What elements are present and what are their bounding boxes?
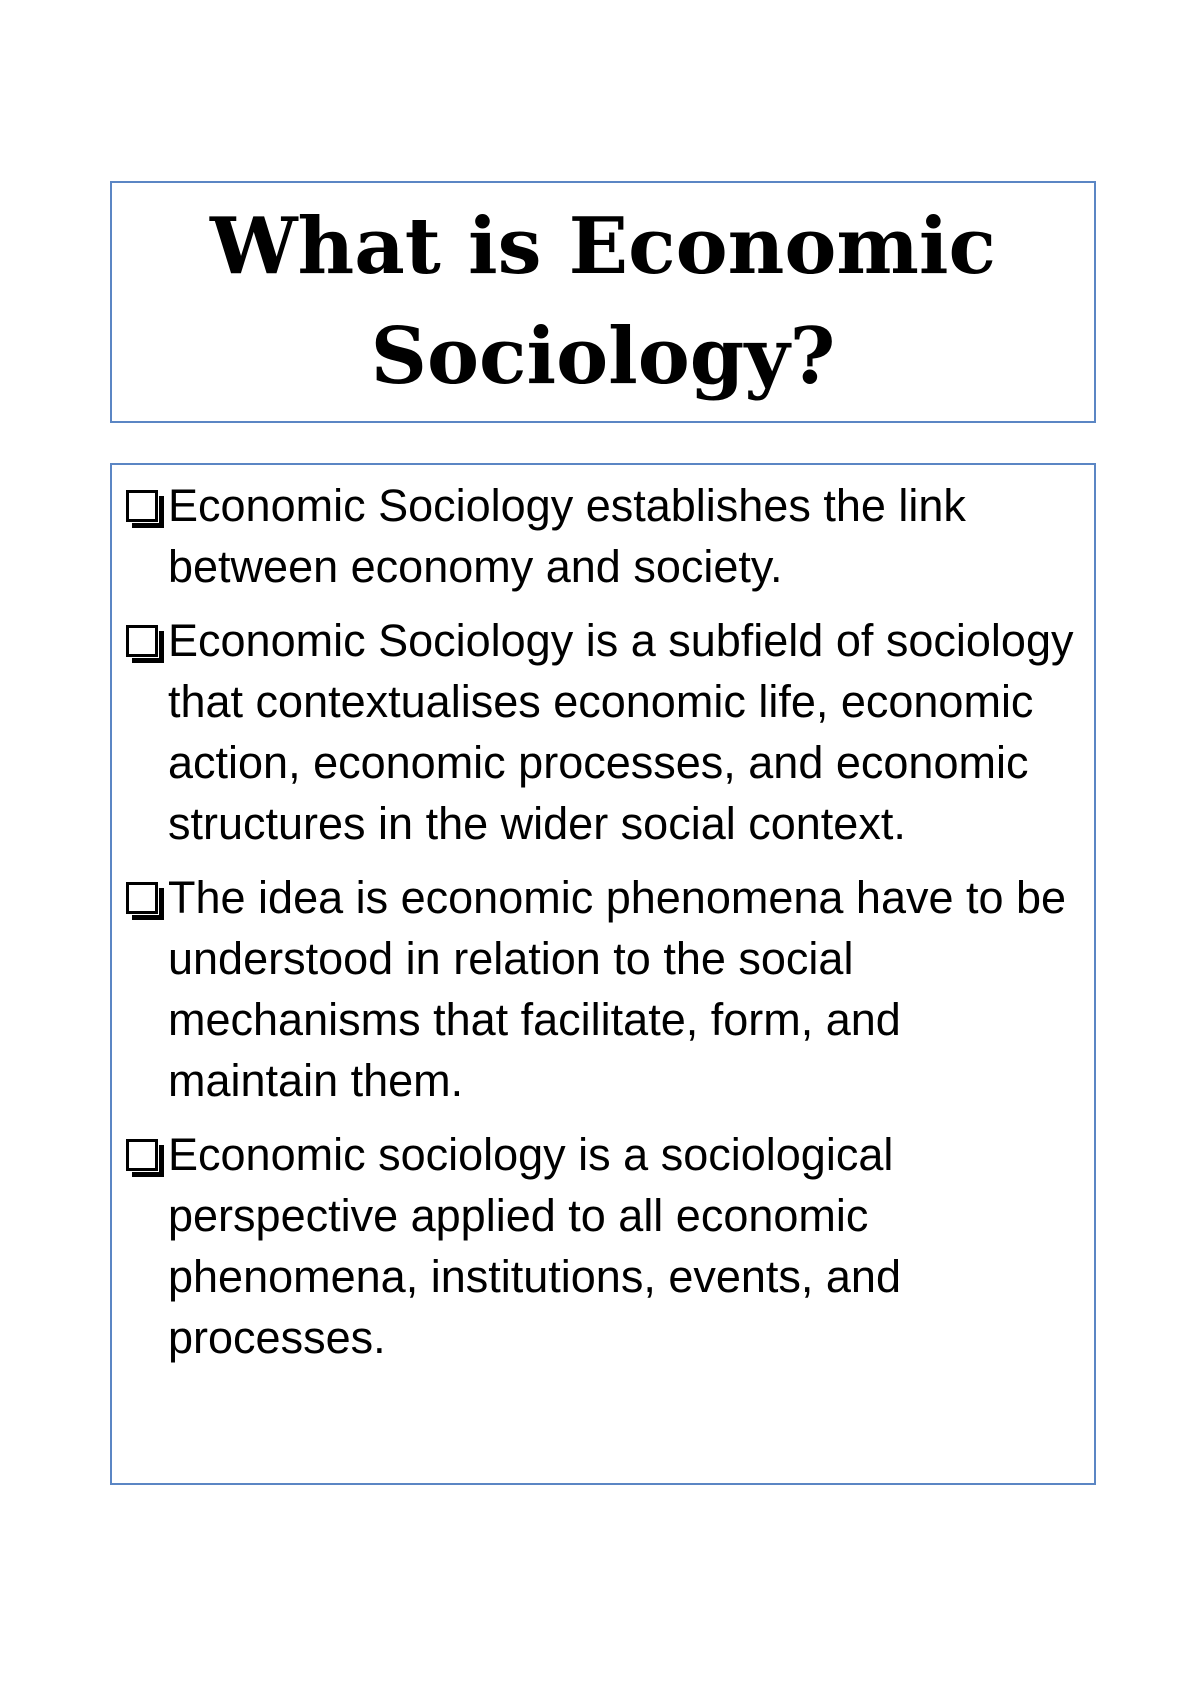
page-title [210,192,996,412]
bullet-text: Economic Sociology is a subfield of sociology that contextualises economic life, economic action, economic processes, and economic structures in the wider social context. [168,615,1074,849]
hollow-square-bullet-icon [126,490,158,522]
bullet-text: The idea is economic phenomena have to be understood in relation to the social mechanisms that facilitate, form, and maintain them. [168,872,1067,1106]
list-item [126,1124,1078,1368]
hollow-square-bullet-icon [126,625,158,657]
list-item [126,610,1078,854]
page-title-line-1: What is Economic [209,201,997,292]
bullet-list [126,475,1078,1368]
hollow-square-bullet-icon [126,882,158,914]
hollow-square-bullet-icon [126,1139,158,1171]
list-item [126,475,1078,597]
bullet-text: Economic Sociology establishes the link between economy and society. [168,480,966,592]
bullet-text: Economic sociology is a sociological perspective applied to all economic phenomena, institutions, events, and processes. [168,1129,901,1363]
page-title-line-2: Sociology? [370,311,836,402]
title-box [110,181,1096,423]
content-box [110,463,1096,1485]
list-item [126,867,1078,1111]
